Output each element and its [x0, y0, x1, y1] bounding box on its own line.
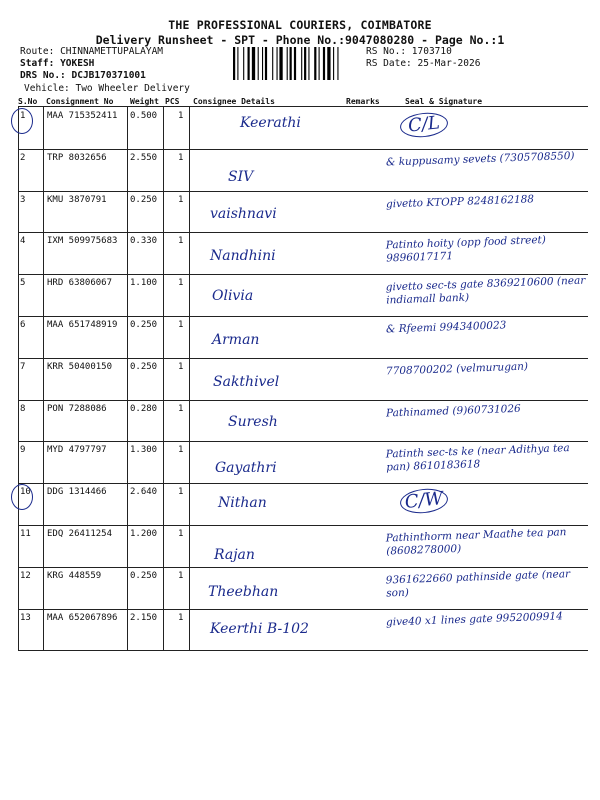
col-seal-signature: Seal & Signature: [405, 97, 483, 106]
row-sno: 5: [20, 278, 26, 289]
weight-value: 0.280: [130, 403, 158, 414]
pcs-value: 1: [178, 529, 184, 539]
circle-mark: [11, 484, 33, 510]
row-sno: 3: [20, 194, 26, 205]
rs-date-line: [366, 58, 480, 70]
consignment-no: PON 7288086: [47, 403, 107, 414]
row-divider: [18, 483, 588, 484]
weight-value: 1.100: [130, 278, 158, 289]
col-consignee-details: Consignee Details: [193, 97, 275, 106]
seal-signature: & kuppusamy sevets (7305708550): [385, 149, 575, 169]
column-divider: [189, 106, 190, 650]
seal-signature: 7708700202 (velmurugan): [385, 360, 529, 378]
staff-line: [20, 58, 94, 70]
consignee-signature: Keerathi: [240, 115, 301, 131]
route-line: [20, 46, 163, 58]
consignment-no: DDG 1314466: [47, 487, 107, 498]
pcs-value: 1: [178, 111, 184, 121]
row-sno: 7: [20, 361, 26, 372]
pcs-value: 1: [178, 152, 184, 163]
consignee-signature: Arman: [212, 332, 260, 348]
pcs-value: 1: [178, 487, 184, 498]
header-rule: [18, 106, 588, 107]
consignee-signature: Nandhini: [210, 248, 276, 265]
consignment-no: MAA 651748919: [47, 320, 118, 330]
seal-signature: Patinth sec-ts ke (near Adithya tea pan) 8610183618: [385, 442, 570, 474]
weight-value: 0.330: [130, 236, 158, 247]
row-divider: [18, 191, 588, 192]
row-sno: 8: [20, 403, 26, 414]
col-sno: S.No: [18, 97, 38, 106]
weight-value: 0.250: [130, 570, 158, 581]
consignment-no: MYD 4797797: [47, 445, 107, 456]
company-name: THE PROFESSIONAL COURIERS, COIMBATORE: [168, 18, 432, 32]
consignment-no: KRR 50400150: [47, 361, 113, 372]
consignment-no: EDQ 26411254: [47, 529, 113, 539]
consignee-signature: Sakthivel: [213, 373, 280, 390]
row-sno: 6: [20, 320, 26, 330]
route-value: CHINNAMETTUPALAYAM: [60, 46, 164, 57]
row-sno: 11: [20, 529, 31, 539]
pcs-value: 1: [178, 236, 184, 247]
row-divider: [18, 567, 588, 568]
column-divider: [43, 106, 44, 650]
seal-signature: givetto sec-ts gate 8369210600 (near indiamall bank): [385, 274, 586, 307]
rs-no-line: [366, 46, 452, 58]
consignee-signature: Olivia: [212, 288, 254, 305]
seal-signature: C/W: [399, 487, 449, 516]
row-divider: [18, 400, 588, 401]
consignee-signature: Keerthi B-102: [210, 620, 309, 637]
drs-line: [20, 70, 146, 82]
consignee-signature: Theebhan: [208, 583, 279, 600]
staff-label: Staff:: [20, 58, 55, 69]
circle-mark: [11, 108, 33, 134]
consignee-signature: Gayathri: [215, 460, 277, 477]
row-sno: 2: [20, 152, 26, 163]
seal-signature: 9361622660 pathinside gate (near son): [385, 567, 571, 600]
col-pcs: PCS: [165, 97, 180, 106]
pcs-value: 1: [178, 445, 184, 456]
consignment-no: KMU 3870791: [47, 194, 107, 205]
row-sno: 4: [20, 236, 26, 247]
row-sno: 10: [20, 487, 31, 498]
column-divider: [18, 106, 19, 650]
weight-value: 1.300: [130, 445, 158, 456]
pcs-value: 1: [178, 278, 184, 289]
seal-signature: Pathinthorm near Maathe tea pan (8608278000): [385, 526, 567, 558]
weight-value: 0.250: [130, 194, 158, 205]
weight-value: 2.550: [130, 152, 158, 163]
pcs-value: 1: [178, 403, 184, 414]
consignee-signature: SIV: [228, 168, 254, 185]
rs-date-value: 25-Mar-2026: [417, 58, 481, 69]
row-sno: 9: [20, 445, 26, 456]
row-sno: 13: [20, 612, 31, 623]
weight-value: 2.640: [130, 487, 158, 498]
consignment-no: MAA 652067896: [47, 612, 118, 623]
runsheet-title: Delivery Runsheet - SPT - Phone No.:9047080280 - Page No.:1: [95, 33, 505, 47]
weight-value: 0.250: [130, 361, 158, 372]
pcs-value: 1: [178, 570, 184, 581]
column-divider: [127, 106, 128, 650]
row-divider: [18, 149, 588, 150]
seal-signature: & Rfeemi 9943400023: [385, 319, 507, 336]
pcs-value: 1: [178, 320, 184, 330]
row-divider: [18, 358, 588, 359]
row-divider: [18, 609, 588, 610]
seal-signature: Patinto hoity (opp food street) 9896017171: [385, 234, 547, 265]
drs-label: DRS No.:: [20, 70, 66, 81]
row-divider: [18, 316, 588, 317]
weight-value: 0.250: [130, 320, 158, 330]
seal-signature: Pathinamed (9)60731026: [385, 402, 521, 420]
row-divider: [18, 232, 588, 233]
consignment-no: KRG 448559: [47, 570, 102, 581]
row-divider: [18, 441, 588, 442]
row-sno: 12: [20, 570, 31, 581]
consignee-signature: Nithan: [218, 495, 267, 512]
row-divider: [18, 650, 588, 651]
consignment-no: MAA 715352411: [47, 111, 118, 121]
consignment-no: IXM 509975683: [47, 236, 118, 247]
barcode: [233, 47, 363, 80]
weight-value: 1.200: [130, 529, 158, 539]
rs-no-value: 1703710: [411, 46, 452, 57]
rs-date-label: RS Date:: [366, 58, 412, 69]
pcs-value: 1: [178, 612, 184, 623]
pcs-value: 1: [178, 361, 184, 372]
row-divider: [18, 274, 588, 275]
route-label: Route:: [20, 46, 55, 57]
weight-value: 2.150: [130, 612, 158, 623]
consignee-signature: vaishnavi: [210, 205, 277, 222]
rs-no-label: RS No.:: [366, 46, 407, 57]
drs-value: DCJB170371001: [71, 70, 146, 81]
staff-value: YOKESH: [60, 58, 95, 69]
col-consignment-no: Consignment No: [46, 97, 114, 106]
consignee-signature: Rajan: [214, 547, 255, 563]
weight-value: 0.500: [130, 111, 158, 121]
consignment-no: TRP 8032656: [47, 152, 107, 163]
pcs-value: 1: [178, 194, 184, 205]
seal-signature: C/L: [399, 111, 449, 140]
seal-signature: give40 x1 lines gate 9952009914: [385, 609, 563, 629]
vehicle-line: Vehicle: Two Wheeler Delivery: [24, 83, 190, 94]
col-weight: Weight: [130, 97, 159, 106]
consignee-signature: Suresh: [228, 413, 278, 430]
row-divider: [18, 525, 588, 526]
column-divider: [163, 106, 164, 650]
seal-signature: givetto KTOPP 8248162188: [385, 192, 535, 211]
row-sno: 1: [20, 111, 26, 121]
consignment-no: HRD 63806067: [47, 278, 113, 289]
col-remarks: Remarks: [346, 97, 380, 106]
